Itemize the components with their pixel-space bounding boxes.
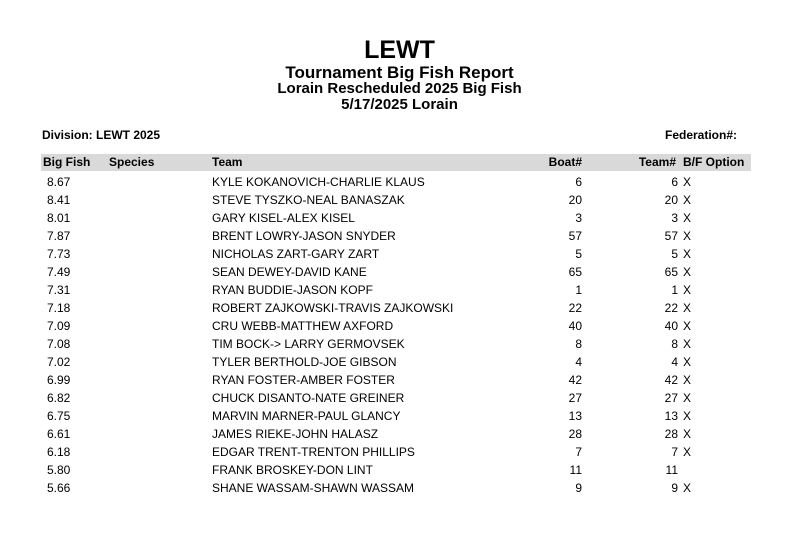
table-row — [41, 479, 751, 497]
cell-team: TYLER BERTHOLD-JOE GIBSON — [212, 355, 397, 369]
cell-team: KYLE KOKANOVICH-CHARLIE KLAUS — [212, 175, 425, 189]
cell-boat-number: 4 — [575, 355, 582, 369]
cell-team: RYAN BUDDIE-JASON KOPF — [212, 283, 373, 297]
cell-team-number: 65 — [664, 265, 678, 279]
cell-boat-number: 42 — [568, 373, 582, 387]
division-label: Division: LEWT 2025 — [42, 128, 161, 142]
cell-team-number: 40 — [664, 319, 678, 333]
cell-bf-option: X — [683, 265, 692, 279]
cell-team: CHUCK DISANTO-NATE GREINER — [212, 391, 405, 405]
table-row — [41, 461, 751, 479]
report-title: Tournament Big Fish Report — [285, 63, 514, 82]
cell-team: BRENT LOWRY-JASON SNYDER — [212, 229, 396, 243]
cell-big-fish: 5.66 — [47, 481, 71, 495]
cell-team-number: 8 — [671, 337, 678, 351]
cell-boat-number: 7 — [575, 445, 582, 459]
cell-team: GARY KISEL-ALEX KISEL — [212, 211, 355, 225]
cell-bf-option: X — [683, 301, 692, 315]
cell-boat-number: 1 — [575, 283, 582, 297]
column-header-bf-option: B/F Option — [683, 155, 745, 169]
table-row — [41, 263, 751, 281]
table-row — [41, 443, 751, 461]
cell-team: MARVIN MARNER-PAUL GLANCY — [212, 409, 401, 423]
column-header-species: Species — [109, 155, 155, 169]
cell-big-fish: 7.87 — [47, 229, 71, 243]
cell-bf-option: X — [683, 391, 692, 405]
cell-bf-option: X — [683, 445, 692, 459]
cell-team: JAMES RIEKE-JOHN HALASZ — [212, 427, 379, 441]
cell-big-fish: 8.67 — [47, 175, 71, 189]
cell-team-number: 42 — [664, 373, 678, 387]
cell-boat-number: 6 — [575, 175, 582, 189]
table-row — [41, 353, 751, 371]
cell-bf-option: X — [683, 481, 692, 495]
cell-bf-option: X — [683, 229, 692, 243]
table-row — [41, 299, 751, 317]
cell-big-fish: 7.08 — [47, 337, 71, 351]
cell-bf-option: X — [683, 337, 692, 351]
cell-boat-number: 13 — [568, 409, 582, 423]
cell-big-fish: 6.18 — [47, 445, 71, 459]
cell-team-number: 57 — [664, 229, 678, 243]
cell-team-number: 9 — [671, 481, 678, 495]
event-name: Lorain Rescheduled 2025 Big Fish — [277, 80, 522, 97]
cell-boat-number: 40 — [568, 319, 582, 333]
cell-bf-option: X — [683, 193, 692, 207]
event-date-location: 5/17/2025 Lorain — [341, 96, 458, 113]
cell-bf-option: X — [683, 175, 692, 189]
cell-bf-option: X — [683, 409, 692, 423]
cell-boat-number: 65 — [568, 265, 582, 279]
cell-team: TIM BOCK-> LARRY GERMOVSEK — [212, 337, 405, 351]
cell-boat-number: 28 — [568, 427, 582, 441]
cell-team-number: 5 — [671, 247, 678, 261]
results-table — [41, 173, 751, 497]
cell-team: SEAN DEWEY-DAVID KANE — [212, 265, 367, 279]
cell-bf-option: X — [683, 373, 692, 387]
column-header-team: Team — [212, 155, 243, 169]
cell-big-fish: 6.75 — [47, 409, 71, 423]
cell-boat-number: 20 — [568, 193, 582, 207]
cell-team: NICHOLAS ZART-GARY ZART — [212, 247, 380, 261]
cell-team: ROBERT ZAJKOWSKI-TRAVIS ZAJKOWSKI — [212, 301, 454, 315]
cell-team-number: 28 — [664, 427, 678, 441]
table-row — [41, 227, 751, 245]
column-header-boat: Boat# — [548, 155, 582, 169]
cell-team-number: 20 — [664, 193, 678, 207]
cell-team-number: 11 — [665, 463, 678, 477]
table-row — [41, 389, 751, 407]
table-row — [41, 335, 751, 353]
cell-boat-number: 27 — [568, 391, 582, 405]
table-row — [41, 317, 751, 335]
cell-boat-number: 11 — [569, 463, 582, 477]
column-header-team-number: Team# — [638, 155, 676, 169]
cell-big-fish: 7.31 — [47, 283, 71, 297]
cell-bf-option: X — [683, 247, 692, 261]
cell-bf-option: X — [683, 427, 692, 441]
org-title: LEWT — [364, 36, 435, 64]
table-row — [41, 209, 751, 227]
cell-team-number: 6 — [671, 175, 678, 189]
cell-big-fish: 8.41 — [47, 193, 71, 207]
cell-team-number: 7 — [671, 445, 678, 459]
table-row — [41, 191, 751, 209]
cell-team-number: 13 — [664, 409, 678, 423]
cell-team: FRANK BROSKEY-DON LINT — [212, 463, 373, 477]
cell-team: EDGAR TRENT-TRENTON PHILLIPS — [212, 445, 415, 459]
table-row — [41, 371, 751, 389]
cell-boat-number: 22 — [568, 301, 582, 315]
cell-bf-option: X — [683, 355, 692, 369]
cell-big-fish: 7.49 — [47, 265, 71, 279]
cell-boat-number: 5 — [575, 247, 582, 261]
cell-boat-number: 8 — [575, 337, 582, 351]
cell-boat-number: 9 — [575, 481, 582, 495]
table-row — [41, 173, 751, 191]
table-row — [41, 281, 751, 299]
cell-big-fish: 7.18 — [47, 301, 71, 315]
cell-team-number: 1 — [671, 283, 678, 297]
cell-team: STEVE TYSZKO-NEAL BANASZAK — [212, 193, 405, 207]
federation-label: Federation#: — [664, 128, 737, 142]
cell-big-fish: 6.99 — [47, 373, 71, 387]
column-header-band — [41, 154, 751, 171]
cell-big-fish: 6.82 — [47, 391, 71, 405]
table-row — [41, 425, 751, 443]
cell-team-number: 3 — [671, 211, 678, 225]
cell-big-fish: 7.09 — [47, 319, 71, 333]
cell-boat-number: 57 — [568, 229, 582, 243]
cell-team-number: 27 — [664, 391, 678, 405]
cell-bf-option: X — [683, 319, 692, 333]
cell-team-number: 22 — [664, 301, 678, 315]
cell-team: CRU WEBB-MATTHEW AXFORD — [212, 319, 394, 333]
cell-team: RYAN FOSTER-AMBER FOSTER — [212, 373, 395, 387]
cell-big-fish: 5.80 — [47, 463, 71, 477]
table-row — [41, 407, 751, 425]
table-row — [41, 245, 751, 263]
cell-bf-option: X — [683, 211, 692, 225]
column-header-big-fish: Big Fish — [43, 155, 91, 169]
cell-big-fish: 7.02 — [47, 355, 71, 369]
cell-team: SHANE WASSAM-SHAWN WASSAM — [212, 481, 415, 495]
cell-big-fish: 6.61 — [47, 427, 71, 441]
cell-boat-number: 3 — [575, 211, 582, 225]
cell-big-fish: 8.01 — [47, 211, 71, 225]
cell-bf-option: X — [683, 283, 692, 297]
cell-big-fish: 7.73 — [47, 247, 71, 261]
cell-team-number: 4 — [671, 355, 678, 369]
